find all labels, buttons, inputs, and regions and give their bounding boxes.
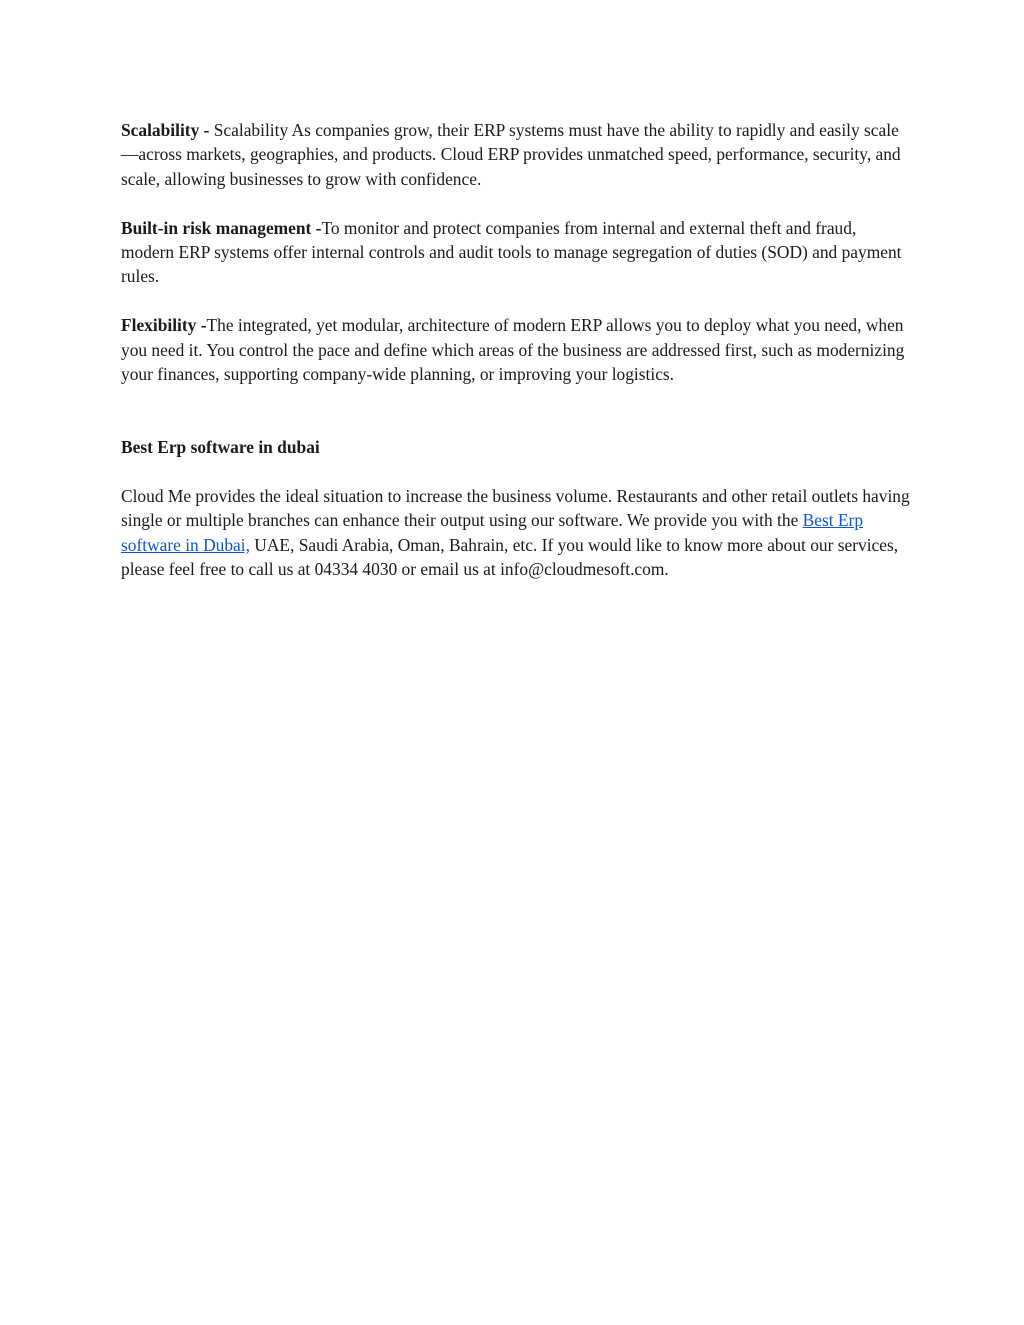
scalability-body: Scalability As companies grow, their ERP systems must have the ability to rapidly and easily scale—across markets, geographies, and products. Cloud ERP provides unmatched speed, performance, security, and scale, allowing businesses to grow with confidence. [121, 120, 901, 189]
flexibility-paragraph [121, 313, 911, 386]
flexibility-body: The integrated, yet modular, architecture of modern ERP allows you to deploy what you need, when you need it. You control the pace and define which areas of the business are addressed first, such as modernizing your finances, supporting company-wide planning, or improving your logistics. [121, 315, 905, 385]
risk-management-paragraph [121, 216, 911, 289]
best-erp-intro: Cloud Me provides the ideal situation to increase the business volume. Restaurants and other retail outlets having single or multiple branches can enhance their output using our software. We provide you with the [121, 486, 910, 531]
best-erp-title [121, 435, 911, 459]
best-erp-link[interactable]: Best Erp software in Dubai, [121, 510, 864, 555]
best-erp-outro: UAE, Saudi Arabia, Oman, Bahrain, etc. If you would like to know more about our services, please feel free to call us at 04334 4030 or email us at info@cloudmesoft.com. [121, 534, 899, 580]
flexibility-heading: Flexibility - [121, 315, 207, 336]
scalability-paragraph [121, 118, 911, 191]
risk-management-heading: Built-in risk management - [121, 217, 322, 238]
scalability-heading: Scalability - [121, 120, 214, 140]
best-erp-title-text: Best Erp software in dubai [121, 437, 320, 458]
best-erp-paragraph [121, 484, 911, 582]
risk-management-body: To monitor and protect companies from internal and external theft and fraud, modern ERP systems offer internal controls and audit tools to manage segregation of duties (SOD) and payment rules. [121, 217, 902, 287]
document-page [121, 118, 911, 582]
